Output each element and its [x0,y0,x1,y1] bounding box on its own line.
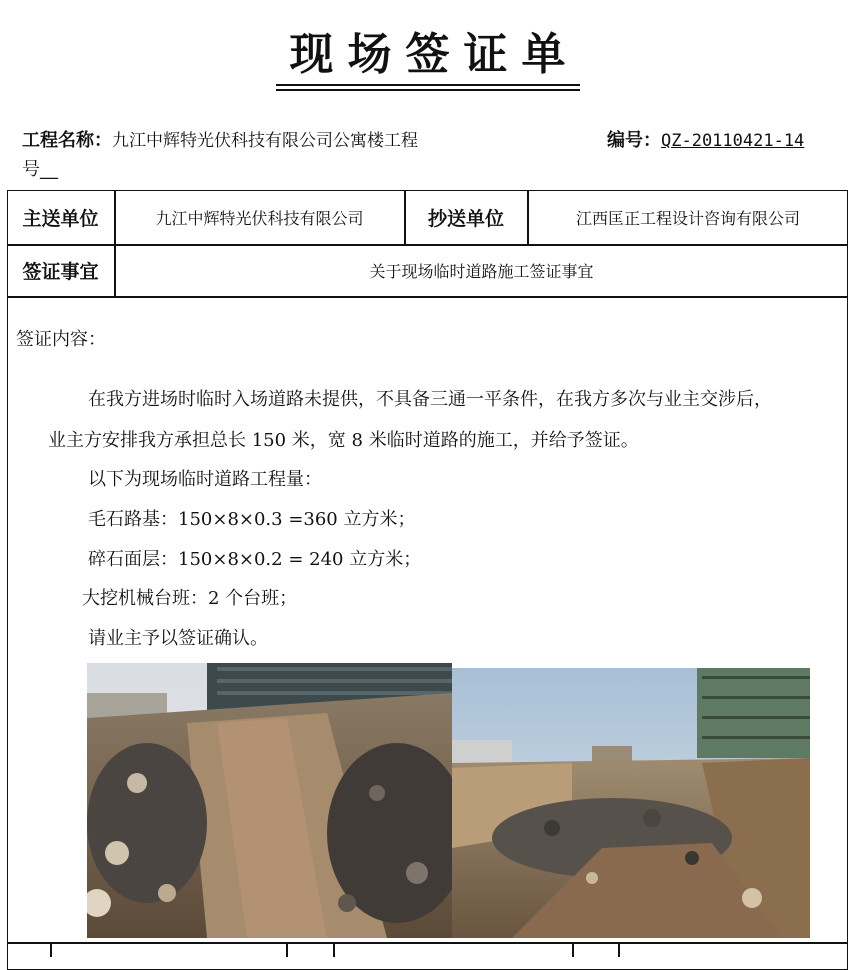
content-line: 业主方安排我方承担总长 150 米，宽 8 米临时道路的施工，并给予签证。 [48,430,639,451]
copy-unit-value: 江西匡正工程设计咨询有限公司 [575,208,800,228]
content-line: 在我方进场时临时入场道路未提供，不具备三通一平条件，在我方多次与业主交涉后， [88,389,772,410]
row-divider [7,942,848,944]
row-divider [7,296,848,298]
content-line: 以下为现场临时道路工程量： [88,469,322,490]
site-photo-right [452,668,810,938]
col-divider [50,942,52,957]
copy-unit-label: 抄送单位 [427,207,504,230]
matter-label: 签证事宜 [22,261,99,283]
col-divider [333,942,335,957]
content-line: 请业主予以签证确认。 [88,628,268,649]
col-divider [286,942,288,957]
serial-value: QZ-20110421-14 [661,131,805,151]
content-label: 签证内容： [16,329,106,350]
col-divider [572,942,574,957]
document-title: 现场签证单 [0,18,855,86]
content-line: 碎石面层：150×8×0.2 = 240 立方米； [88,549,422,570]
matter-value: 关于现场临时道路施工签证事宜 [369,262,594,281]
content-line: 毛石路基：150×8×0.3 =360 立方米； [88,509,416,530]
col-divider [618,942,620,957]
main-unit-value: 九江中辉特光伏科技有限公司 [155,208,364,228]
content-line: 大挖机械台班：2 个台班； [82,588,298,609]
project-name-label: 工程名称： [22,130,112,151]
serial-label: 编号： [607,130,661,151]
site-photo-left [87,663,452,938]
project-name [22,126,418,152]
serial-number [607,126,804,152]
project-number-suffix: 号__ [22,159,58,180]
main-unit-label: 主送单位 [22,207,99,230]
project-name-value: 九江中辉特光伏科技有限公司公寓楼工程 [112,131,418,151]
